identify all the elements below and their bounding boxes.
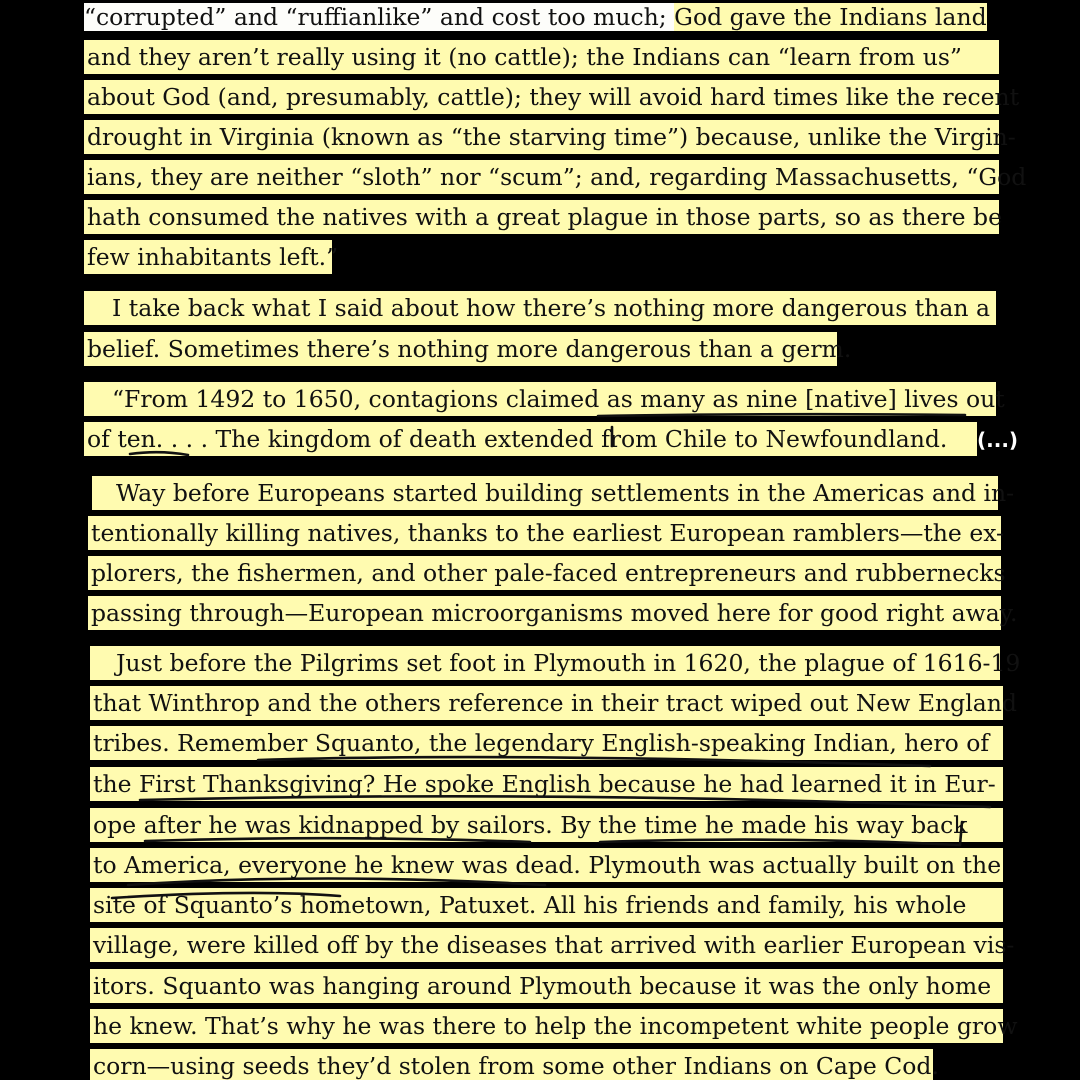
text-line: Just before the Pilgrims set foot in Plymouth in 1620, the plague of 1616-19 <box>90 646 1000 680</box>
text-line: he knew. That’s why he was there to help the incompetent white people grow <box>90 1009 1003 1043</box>
text-line: that Winthrop and the others reference in their tract wiped out New England <box>90 686 1003 720</box>
text-line: few inhabitants left.” <box>84 240 332 274</box>
text-line: hath consumed the natives with a great plague in those parts, so as there be <box>84 200 999 234</box>
text-line: site of Squanto’s hometown, Patuxet. All his friends and family, his whole <box>90 888 1003 922</box>
text-line: plorers, the fishermen, and other pale-faced entrepreneurs and rubbernecks <box>88 556 1001 590</box>
text-line: tentionally killing natives, thanks to the earliest European ramblers—the ex- <box>88 516 1001 550</box>
text-line: I take back what I said about how there’s nothing more dangerous than a <box>84 291 996 325</box>
text-line <box>84 0 996 34</box>
text-line: ians, they are neither “sloth” nor “scum”; and, regarding Massachusetts, “God <box>84 160 999 194</box>
text-line: Way before Europeans started building settlements in the Americas and in- <box>92 476 998 510</box>
text-line: “From 1492 to 1650, contagions claimed as many as nine [native] lives out <box>84 382 996 416</box>
text-line: village, were killed off by the diseases that arrived with earlier European vis- <box>90 928 1003 962</box>
text-line: corn—using seeds they’d stolen from some other Indians on Cape Cod. <box>90 1049 933 1080</box>
text-line: belief. Sometimes there’s nothing more dangerous than a germ. <box>84 332 837 366</box>
highlighted-text: God gave the Indians land <box>674 3 987 31</box>
text-line: passing through—European microorganisms moved here for good right away. <box>88 596 1001 630</box>
text-line: tribes. Remember Squanto, the legendary English-speaking Indian, hero of <box>90 726 1003 760</box>
unhighlighted-text: “corrupted” and “ruffianlike” and cost too much; <box>84 3 675 31</box>
text-line: of ten. . . . The kingdom of death extended from Chile to Newfoundland. <box>84 422 977 456</box>
text-line: to America, everyone he knew was dead. Plymouth was actually built on the <box>90 848 1003 882</box>
ellipsis-note: (...) <box>977 428 1019 452</box>
text-line: itors. Squanto was hanging around Plymouth because it was the only home <box>90 969 1003 1003</box>
text-line: ope after he was kidnapped by sailors. By the time he made his way back <box>90 808 1003 842</box>
text-line: about God (and, presumably, cattle); they will avoid hard times like the recent <box>84 80 999 114</box>
text-line: drought in Virginia (known as “the starving time”) because, unlike the Virgin- <box>84 120 999 154</box>
text-line: the First Thanksgiving? He spoke English because he had learned it in Eur- <box>90 767 1003 801</box>
text-line: and they aren’t really using it (no cattle); the Indians can “learn from us” <box>84 40 999 74</box>
